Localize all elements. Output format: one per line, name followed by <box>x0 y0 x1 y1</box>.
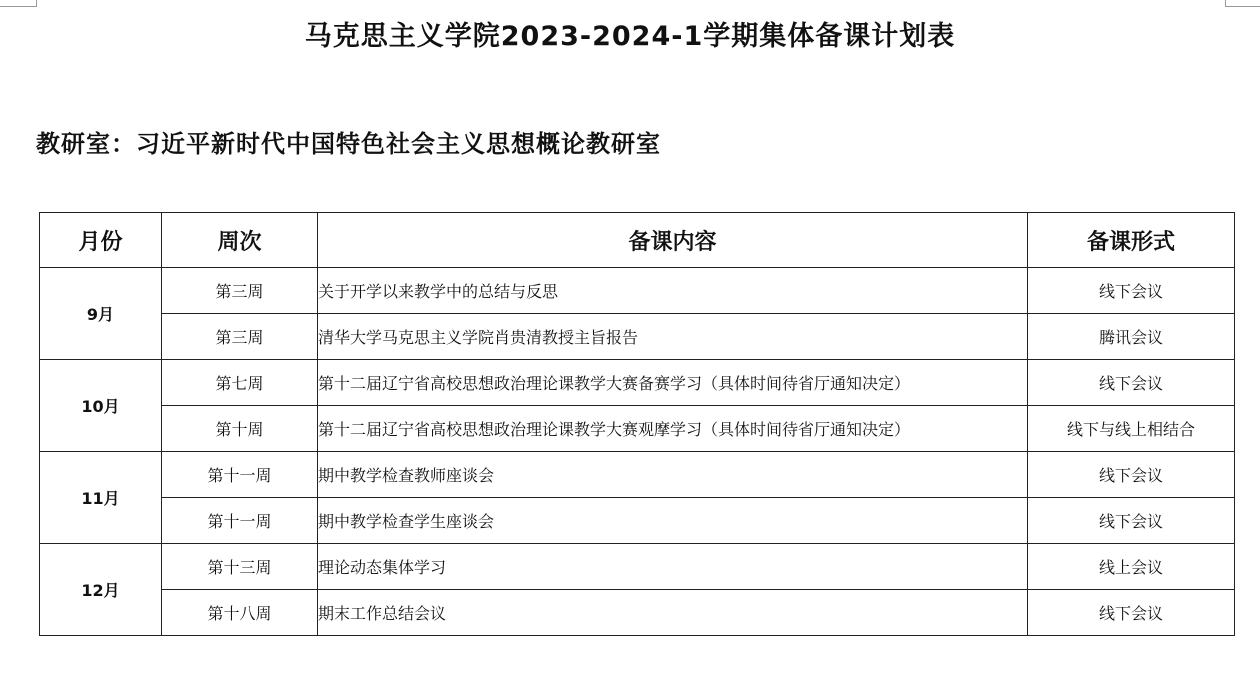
content-cell: 期中教学检查教师座谈会 <box>318 452 1028 498</box>
table-row <box>40 590 1235 636</box>
table-row <box>40 452 1235 498</box>
content-cell: 清华大学马克思主义学院肖贵清教授主旨报告 <box>318 314 1028 360</box>
document-title: 马克思主义学院2023-2024-1学期集体备课计划表 <box>304 21 956 52</box>
content-cell: 第十二届辽宁省高校思想政治理论课教学大赛观摩学习（具体时间待省厅通知决定） <box>318 406 1028 452</box>
content-cell: 理论动态集体学习 <box>318 544 1028 590</box>
week-cell: 第十一周 <box>162 452 318 498</box>
table-header-row <box>40 213 1235 268</box>
table-row <box>40 406 1235 452</box>
month-cell: 11月 <box>40 452 162 544</box>
format-cell: 线上会议 <box>1028 544 1235 590</box>
table-row <box>40 544 1235 590</box>
week-cell: 第三周 <box>162 268 318 314</box>
week-cell: 第七周 <box>162 360 318 406</box>
week-cell: 第三周 <box>162 314 318 360</box>
month-cell: 10月 <box>40 360 162 452</box>
month-cell: 9月 <box>40 268 162 360</box>
table-row <box>40 360 1235 406</box>
week-cell: 第十三周 <box>162 544 318 590</box>
table-row <box>40 314 1235 360</box>
format-cell: 线下会议 <box>1028 360 1235 406</box>
format-cell: 腾讯会议 <box>1028 314 1235 360</box>
header-format: 备课形式 <box>1028 213 1235 268</box>
week-cell: 第十一周 <box>162 498 318 544</box>
page-corner-mark-right <box>1225 0 1260 7</box>
lesson-plan-table <box>39 212 1235 636</box>
format-cell: 线下会议 <box>1028 590 1235 636</box>
content-cell: 期末工作总结会议 <box>318 590 1028 636</box>
table-row <box>40 268 1235 314</box>
format-cell: 线下会议 <box>1028 268 1235 314</box>
header-month: 月份 <box>40 213 162 268</box>
table-row <box>40 498 1235 544</box>
content-cell: 第十二届辽宁省高校思想政治理论课教学大赛备赛学习（具体时间待省厅通知决定） <box>318 360 1028 406</box>
week-cell: 第十周 <box>162 406 318 452</box>
page-corner-mark-left <box>0 0 37 7</box>
format-cell: 线下会议 <box>1028 498 1235 544</box>
format-cell: 线下与线上相结合 <box>1028 406 1235 452</box>
section-value: 习近平新时代中国特色社会主义思想概论教研室 <box>136 130 661 158</box>
format-cell: 线下会议 <box>1028 452 1235 498</box>
section-label: 教研室： <box>36 130 136 158</box>
teaching-section-line <box>36 124 661 159</box>
month-cell: 12月 <box>40 544 162 636</box>
header-week: 周次 <box>162 213 318 268</box>
content-cell: 期中教学检查学生座谈会 <box>318 498 1028 544</box>
week-cell: 第十八周 <box>162 590 318 636</box>
content-cell: 关于开学以来教学中的总结与反思 <box>318 268 1028 314</box>
header-content: 备课内容 <box>318 213 1028 268</box>
